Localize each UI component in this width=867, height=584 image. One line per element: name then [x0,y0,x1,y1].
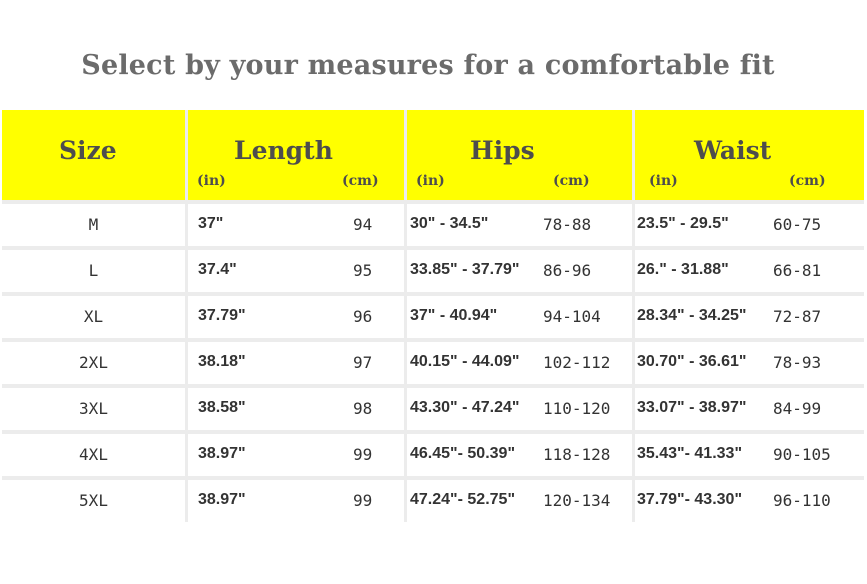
table-bottom [2,522,864,550]
hips-in-value: 37" - 40.94" [410,307,498,324]
size-value: 5XL [79,491,108,510]
header-length-unit-cm: (cm) [342,173,379,189]
header-waist-unit-cm: (cm) [789,173,826,189]
header-length-unit-in: (in) [197,173,226,189]
waist-cm-value: 78-93 [773,353,822,372]
size-chart-table [2,110,864,550]
hips-cm-value: 78-88 [543,215,592,234]
waist-cell [635,342,864,384]
waist-cell [635,250,864,292]
hips-cell [407,480,632,522]
page-title: Select by your measures for a comfortable fit [81,50,775,81]
waist-cm-value: 60-75 [773,215,822,234]
header-size-cell [2,110,185,200]
table-row [2,342,864,384]
hips-cm-value: 94-104 [543,307,601,326]
length-cm-value: 97 [353,353,373,372]
hips-cm-value: 120-134 [543,491,611,510]
hips-cm-value: 86-96 [543,261,592,280]
waist-cell [635,434,864,476]
length-cell [188,434,404,476]
header-hips-cell [407,110,632,200]
length-in-value: 38.97" [198,491,246,508]
hips-in-value: 40.15" - 44.09" [410,353,520,370]
length-cm-value: 99 [353,491,373,510]
waist-in-value: 28.34" - 34.25" [637,307,747,324]
waist-in-value: 35.43"- 41.33" [637,445,743,462]
length-cell [188,296,404,338]
hips-cm-value: 102-112 [543,353,611,372]
size-value: 2XL [79,353,108,372]
length-cm-value: 96 [353,307,373,326]
table-row [2,204,864,246]
waist-in-value: 26." - 31.88" [637,261,729,278]
header-hips-unit-in: (in) [416,173,445,189]
header-hips-unit-cm: (cm) [553,173,590,189]
header-length-label: Length [234,136,333,165]
length-cm-value: 94 [353,215,373,234]
length-cell [188,250,404,292]
waist-in-value: 30.70" - 36.61" [637,353,747,370]
length-cm-value: 98 [353,399,373,418]
size-cell [2,204,185,246]
hips-in-value: 33.85" - 37.79" [410,261,520,278]
length-in-value: 37.79" [198,307,246,324]
hips-cm-value: 118-128 [543,445,611,464]
size-value: M [88,215,99,234]
header-size-label: Size [59,136,117,165]
hips-in-value: 30" - 34.5" [410,215,489,232]
length-in-value: 37.4" [198,261,237,278]
hips-cell [407,388,632,430]
size-cell [2,296,185,338]
hips-in-value: 46.45"- 50.39" [410,445,516,462]
hips-cm-value: 110-120 [543,399,611,418]
table-row [2,434,864,476]
waist-cm-value: 96-110 [773,491,831,510]
length-cell [188,342,404,384]
size-cell [2,342,185,384]
hips-in-value: 43.30" - 47.24" [410,399,520,416]
length-cell [188,388,404,430]
length-cell [188,480,404,522]
header-length-cell [188,110,404,200]
header-waist-cell [635,110,864,200]
hips-cell [407,250,632,292]
waist-in-value: 33.07" - 38.97" [637,399,747,416]
hips-in-value: 47.24"- 52.75" [410,491,516,508]
hips-cell [407,296,632,338]
size-cell [2,388,185,430]
size-value: 4XL [79,445,108,464]
table-row [2,388,864,430]
table-row [2,480,864,522]
length-in-value: 37" [198,215,224,232]
hips-cell [407,204,632,246]
size-cell [2,250,185,292]
length-in-value: 38.18" [198,353,246,370]
waist-in-value: 37.79"- 43.30" [637,491,743,508]
waist-cm-value: 84-99 [773,399,822,418]
header-waist-unit-in: (in) [649,173,678,189]
length-cell [188,204,404,246]
waist-in-value: 23.5" - 29.5" [637,215,729,232]
waist-cell [635,204,864,246]
table-row [2,296,864,338]
length-in-value: 38.58" [198,399,246,416]
hips-cell [407,434,632,476]
header-waist-label: Waist [694,136,772,165]
hips-cell [407,342,632,384]
size-value: 3XL [79,399,108,418]
table-body [2,204,864,522]
waist-cell [635,388,864,430]
waist-cell [635,296,864,338]
waist-cm-value: 72-87 [773,307,822,326]
waist-cm-value: 66-81 [773,261,822,280]
length-cm-value: 99 [353,445,373,464]
size-value: L [88,261,99,280]
length-in-value: 38.97" [198,445,246,462]
size-cell [2,480,185,522]
header-hips-label: Hips [470,136,535,165]
waist-cm-value: 90-105 [773,445,831,464]
table-row [2,250,864,292]
header-row [2,110,864,200]
waist-cell [635,480,864,522]
size-cell [2,434,185,476]
length-cm-value: 95 [353,261,373,280]
size-value: XL [83,307,104,326]
